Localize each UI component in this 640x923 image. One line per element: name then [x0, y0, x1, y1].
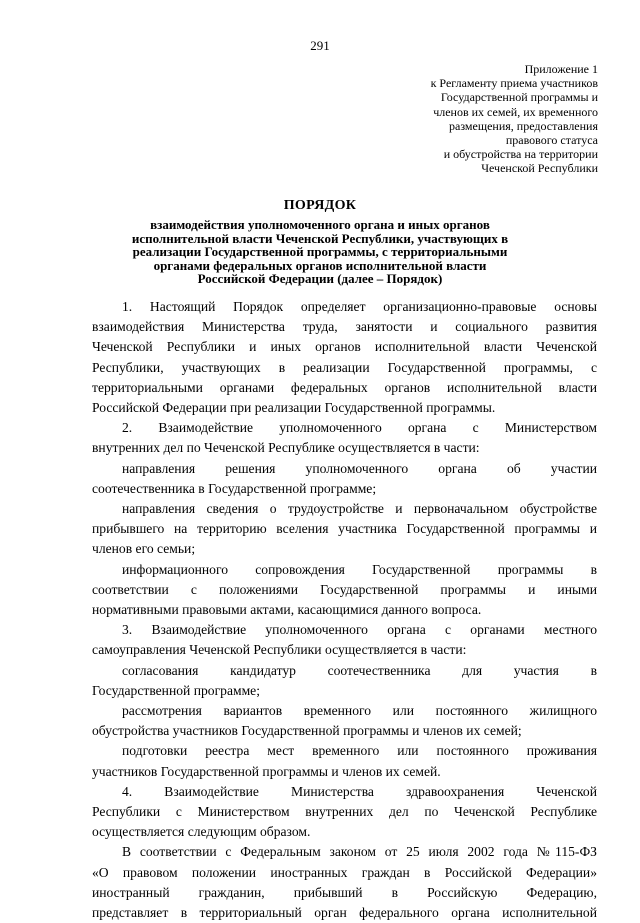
- appendix-line: размещения, предоставления: [449, 118, 598, 133]
- body-line: «О правовом положении иностранных граждан в Российской Федерации»: [92, 864, 597, 880]
- body-line: соотечественника в Государственной программе;: [92, 480, 377, 496]
- body-line: Республики с Министерством внутренних дел по Чеченской Республике: [92, 804, 597, 820]
- appendix-line: Чеченской Республики: [481, 161, 598, 176]
- appendix-line: к Регламенту приема участников: [430, 76, 598, 91]
- body-line: участников Государственной программы и членов их семей.: [92, 763, 441, 779]
- body-line: территориальными органами федеральных органов исполнительной власти: [92, 379, 597, 395]
- body-line: Государственной программе;: [92, 682, 260, 698]
- appendix-line: Приложение 1: [524, 62, 598, 76]
- body-line: направления решения уполномоченного органа об участии: [122, 460, 597, 476]
- body-line: рассмотрения вариантов временного или постоянного жилищного: [122, 703, 597, 719]
- subtitle-line: исполнительной власти Чеченской Республики, участвующих в: [131, 230, 509, 246]
- appendix-line: членов их семей, их временного: [433, 104, 598, 119]
- body-line: Российской Федерации при реализации Государственной программы.: [92, 400, 496, 416]
- appendix-line: Государственной программы и: [440, 90, 598, 105]
- body-line: взаимодействия Министерства труда, занятости и социального развития: [92, 319, 597, 335]
- body-line: самоуправления Чеченской Республики осуществляется в части:: [92, 642, 467, 658]
- body-line: направления сведения о трудоустройстве и первоначальном обустройстве: [122, 501, 597, 517]
- body-line: 2. Взаимодействие уполномоченного органа с Министерством: [122, 420, 597, 436]
- subtitle-line: органами федеральных органов исполнительной власти: [153, 257, 487, 273]
- body-line: информационного сопровождения Государственной программы в: [122, 561, 597, 577]
- appendix-line: правового статуса: [505, 133, 598, 148]
- page-number: 291: [310, 38, 330, 53]
- body-line: иностранный гражданин, прибывший в Российскую Федерацию,: [92, 884, 597, 900]
- body-line: обустройства участников Государственной программы и членов их семей;: [92, 723, 522, 739]
- document-subtitle: [100, 218, 540, 286]
- body-line: прибывшего на территорию вселения участника Государственной программы и: [92, 521, 597, 537]
- appendix-line: и обустройства на территории: [443, 147, 598, 162]
- body-line: согласования кандидатур соотечественника для участия в: [122, 662, 597, 678]
- body-line: 4. Взаимодействие Министерства здравоохранения Чеченской: [122, 783, 597, 799]
- body-line: Республики, участвующих в реализации Государственной программы, с: [92, 359, 597, 375]
- body-line: 3. Взаимодействие уполномоченного органа с органами местного: [122, 622, 597, 638]
- document-body: [92, 297, 597, 923]
- body-line: внутренних дел по Чеченской Республике осуществляется в части:: [92, 440, 480, 456]
- body-line: Чеченской Республики и иных органов исполнительной власти Чеченской: [92, 339, 597, 355]
- body-line: членов его семьи;: [92, 541, 196, 557]
- body-line: осуществляется следующим образом.: [92, 824, 311, 840]
- body-line: нормативными правовыми актами, касающимися данного вопроса.: [92, 602, 482, 618]
- subtitle-line: реализации Государственной программы, с территориальными: [132, 244, 508, 260]
- document-title: ПОРЯДОК: [283, 198, 357, 213]
- body-line: В соответствии с Федеральным законом от 25 июля 2002 года №115-ФЗ: [122, 844, 597, 860]
- body-line: 1. Настоящий Порядок определяет организационно-правовые основы: [122, 299, 597, 314]
- appendix-block: [431, 62, 598, 176]
- body-line: представляет в территориальный орган федерального органа исполнительной: [92, 905, 597, 921]
- subtitle-line: взаимодействия уполномоченного органа и иных органов: [150, 217, 490, 232]
- body-line: соответствии с положениями Государственной программы и иными: [92, 581, 597, 597]
- body-line: подготовки реестра мест временного или постоянного проживания: [122, 743, 597, 759]
- subtitle-line: Российской Федерации (далее – Порядок): [197, 271, 443, 287]
